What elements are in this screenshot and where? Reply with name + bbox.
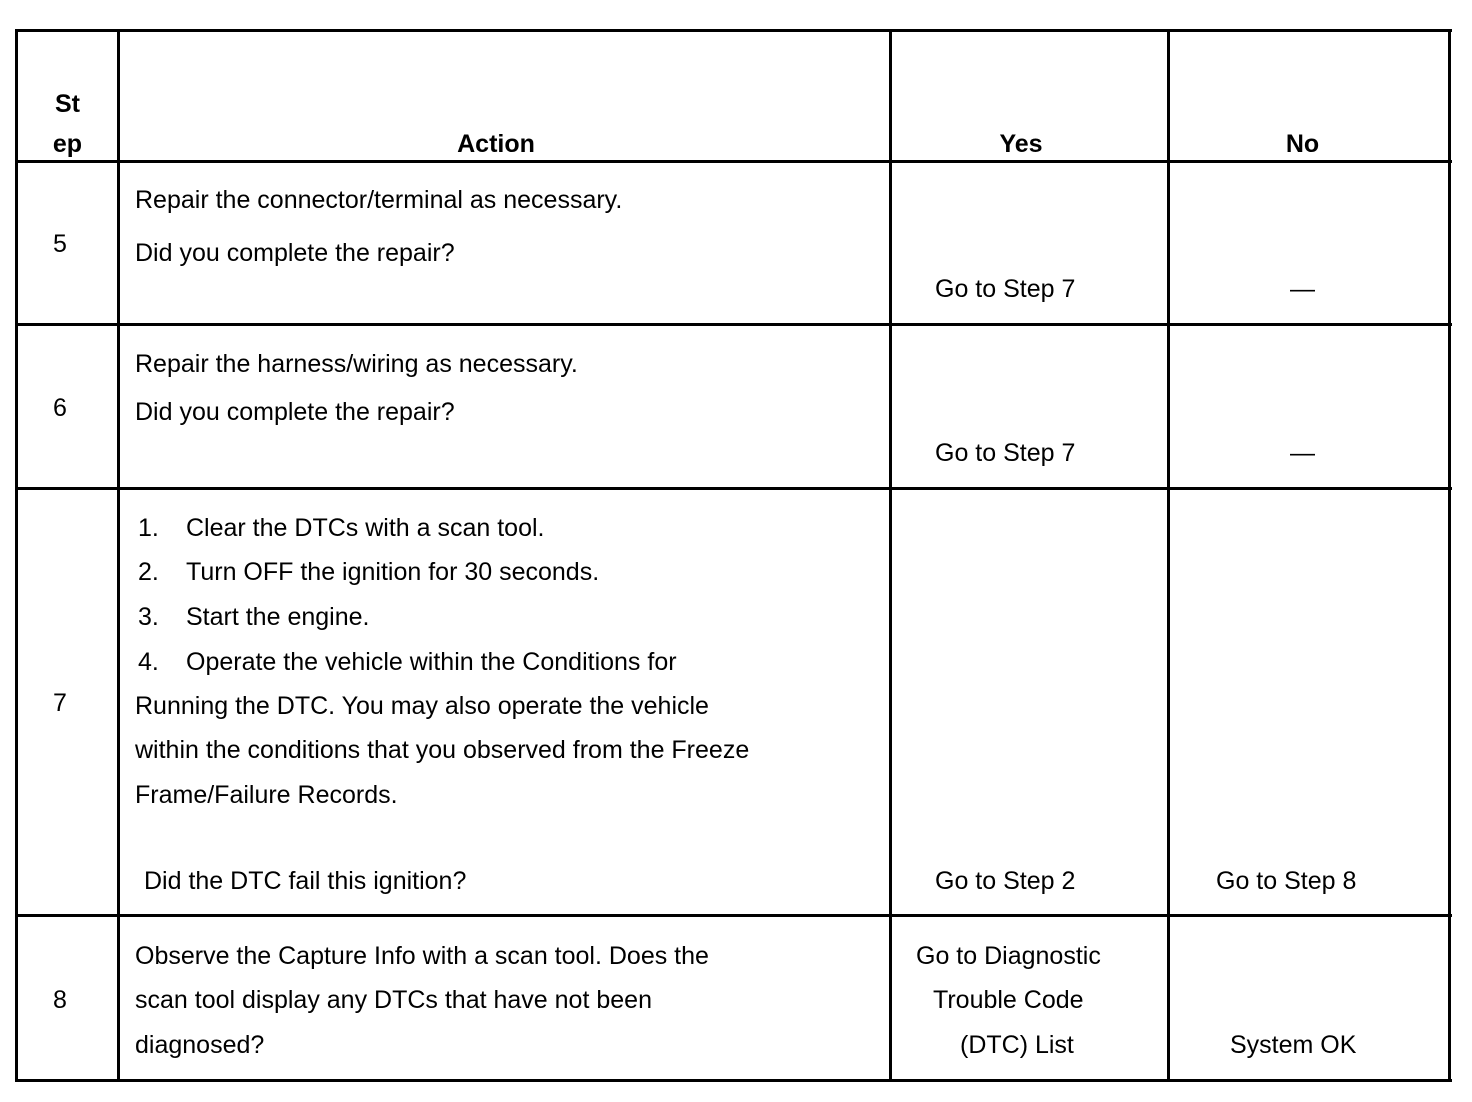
no-result: — bbox=[1290, 275, 1315, 303]
list-item-text: Clear the DTCs with a scan tool. bbox=[186, 514, 545, 542]
action-text: scan tool display any DTCs that have not been bbox=[135, 986, 652, 1014]
list-item-text: Operate the vehicle within the Conditions for bbox=[186, 648, 677, 676]
action-text: Frame/Failure Records. bbox=[135, 781, 398, 809]
action-question: Did you complete the repair? bbox=[135, 398, 455, 426]
action-text: Repair the connector/terminal as necessary. bbox=[135, 186, 623, 214]
no-result: Go to Step 8 bbox=[1216, 867, 1357, 895]
step-number: 6 bbox=[53, 394, 67, 422]
yes-result: Go to Step 7 bbox=[935, 439, 1076, 467]
header-step-line1: St bbox=[55, 90, 80, 118]
row-divider bbox=[15, 914, 1452, 917]
action-text: Running the DTC. You may also operate the vehicle bbox=[135, 692, 709, 720]
list-item-number: 3. bbox=[138, 603, 159, 631]
column-divider bbox=[889, 29, 892, 1082]
table-border-left bbox=[15, 29, 18, 1082]
yes-result: Go to Step 7 bbox=[935, 275, 1076, 303]
column-divider bbox=[1167, 29, 1170, 1082]
list-item-number: 4. bbox=[138, 648, 159, 676]
step-number: 7 bbox=[53, 689, 67, 717]
step-number: 5 bbox=[53, 230, 67, 258]
action-text: within the conditions that you observed from the Freeze bbox=[135, 736, 750, 764]
header-no: No bbox=[1285, 130, 1320, 158]
header-divider bbox=[15, 160, 1452, 163]
row-divider bbox=[15, 487, 1452, 490]
header-action: Action bbox=[457, 130, 535, 158]
list-item bbox=[138, 648, 677, 676]
yes-result-line: Trouble Code bbox=[933, 986, 1084, 1014]
no-result: — bbox=[1290, 439, 1315, 467]
column-divider bbox=[117, 29, 120, 1082]
header-yes: Yes bbox=[999, 130, 1043, 158]
table-border-right bbox=[1448, 29, 1451, 1082]
list-item bbox=[138, 558, 599, 586]
no-result: System OK bbox=[1230, 1031, 1357, 1059]
list-item-text: Turn OFF the ignition for 30 seconds. bbox=[186, 558, 600, 586]
action-question: Did the DTC fail this ignition? bbox=[144, 867, 467, 895]
action-question: Did you complete the repair? bbox=[135, 239, 455, 267]
table-border-bottom bbox=[15, 1079, 1452, 1082]
yes-result-line: Go to Diagnostic bbox=[916, 942, 1101, 970]
action-text: Repair the harness/wiring as necessary. bbox=[135, 350, 578, 378]
yes-result-line: (DTC) List bbox=[960, 1031, 1074, 1059]
list-item bbox=[138, 603, 369, 631]
action-question: diagnosed? bbox=[135, 1031, 265, 1059]
header-step-line2: ep bbox=[52, 130, 83, 158]
step-number: 8 bbox=[53, 986, 67, 1014]
yes-result: Go to Step 2 bbox=[935, 867, 1076, 895]
list-item-number: 2. bbox=[138, 558, 159, 586]
list-item-text: Start the engine. bbox=[186, 603, 370, 631]
table-border-top bbox=[15, 29, 1452, 32]
action-text: Observe the Capture Info with a scan tool. Does the bbox=[135, 942, 709, 970]
list-item-number: 1. bbox=[138, 514, 159, 542]
row-divider bbox=[15, 323, 1452, 326]
list-item bbox=[138, 514, 544, 542]
